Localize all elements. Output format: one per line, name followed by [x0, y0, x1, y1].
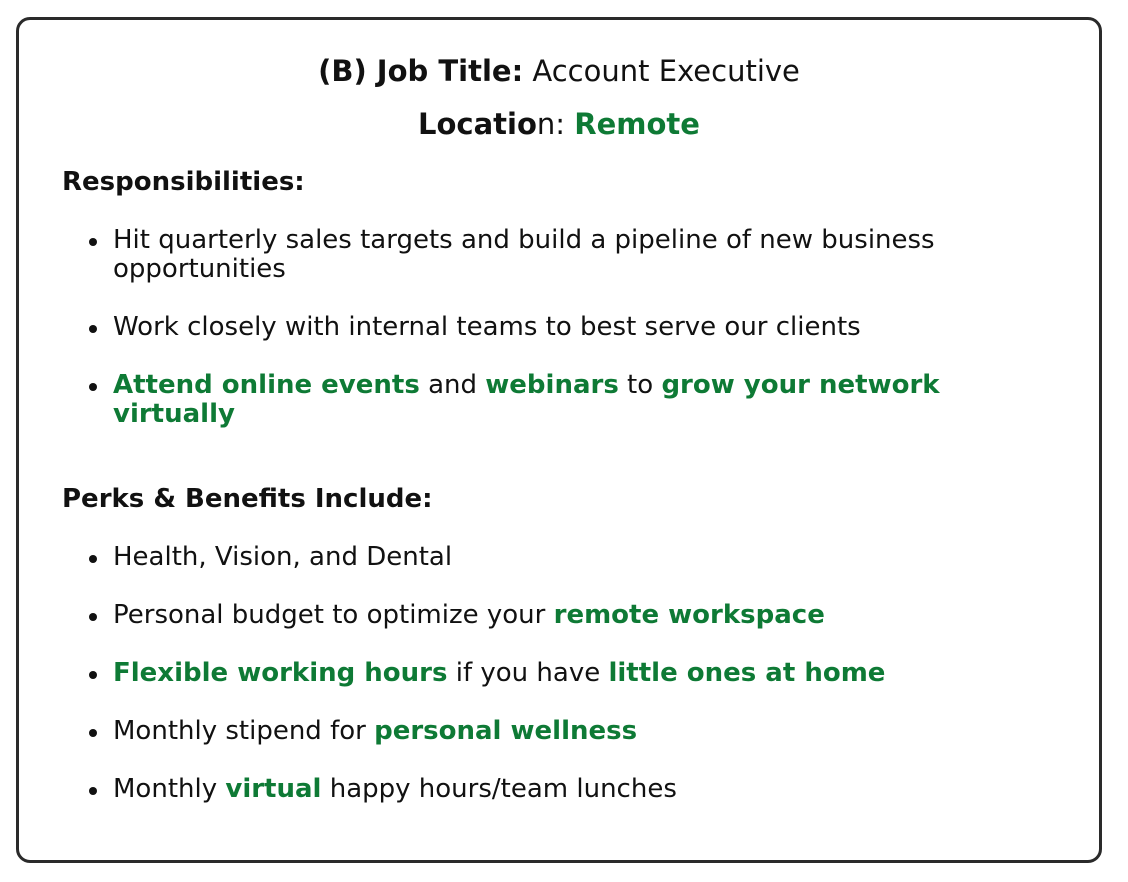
responsibility-item	[113, 313, 1013, 342]
perk-item	[113, 543, 1013, 572]
responsibility-item	[113, 226, 1013, 284]
plain-text: Monthly stipend for	[113, 716, 375, 746]
location-separator: :	[555, 107, 566, 141]
perk-text: Health, Vision, and Dental	[113, 542, 453, 572]
highlight-text: grow your network virtually	[113, 370, 940, 429]
highlight-text: remote workspace	[553, 600, 825, 630]
location-label: Locatio	[418, 107, 537, 141]
responsibility-text: Work closely with internal teams to best serve our clients	[113, 312, 861, 342]
plain-text: happy hours/team lunches	[321, 774, 677, 804]
highlight-text: personal wellness	[374, 716, 638, 746]
highlight-text: webinars	[485, 370, 619, 400]
perk-item	[113, 717, 1013, 746]
job-title-line	[19, 53, 1099, 89]
job-posting-card	[16, 17, 1102, 863]
perk-item	[113, 775, 1013, 804]
highlight-text: little ones at home	[608, 658, 886, 688]
plain-text: to	[618, 370, 662, 400]
location-label-end: n	[536, 107, 556, 141]
responsibility-text: Hit quarterly sales targets and build a pipeline of new business opportunities	[113, 225, 935, 284]
perk-item	[113, 601, 1013, 630]
perk-item	[113, 659, 1013, 688]
location-line	[19, 106, 1099, 142]
highlight-text: Attend online events	[113, 370, 420, 400]
highlight-text: Flexible working hours	[113, 658, 448, 688]
location-value: Remote	[574, 107, 700, 141]
responsibilities-heading: Responsibilities:	[62, 167, 305, 197]
job-title-value: Account Executive	[532, 54, 800, 88]
perks-heading: Perks & Benefits Include:	[62, 484, 433, 514]
responsibility-item	[113, 371, 1013, 429]
plain-text: and	[419, 370, 486, 400]
highlight-text: virtual	[225, 774, 322, 804]
plain-text: if you have	[447, 658, 609, 688]
plain-text: Personal budget to optimize your	[113, 600, 554, 630]
plain-text: Monthly	[113, 774, 226, 804]
job-title-label: (B) Job Title:	[318, 54, 524, 88]
